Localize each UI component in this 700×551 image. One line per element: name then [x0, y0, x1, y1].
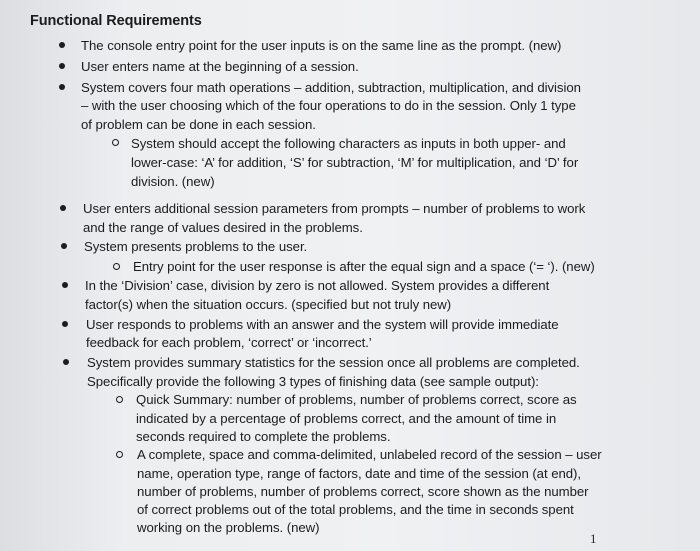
requirement-line: lower-case: ‘A’ for addition, ‘S’ for subtraction, ‘M’ for multiplication, and ‘D’ for [131, 155, 579, 170]
requirement-line: and the range of values desired in the problems. [83, 220, 363, 235]
requirement-line: Quick Summary: number of problems, number of problems correct, score as [136, 392, 577, 407]
bullet-icon [60, 205, 66, 211]
page-number: 1 [590, 531, 597, 546]
requirement-line: feedback for each problem, ‘correct’ or ‘incorrect.’ [86, 335, 372, 350]
bullet-icon [63, 359, 69, 365]
requirement-line: Specifically provide the following 3 types of finishing data (see sample output): [87, 374, 539, 389]
bullet-icon [61, 243, 67, 249]
requirement-line: System provides summary statistics for the session once all problems are completed. [87, 355, 580, 370]
requirement-line: User enters additional session parameters from prompts – number of problems to work [83, 201, 586, 216]
requirement-line: System presents problems to the user. [84, 239, 308, 254]
bullet-icon [62, 282, 68, 288]
sub-bullet-icon [116, 396, 123, 403]
requirement-line: division. (new) [131, 174, 215, 189]
requirement-line: System covers four math operations – addition, subtraction, multiplication, and division [81, 80, 581, 95]
requirement-line: User responds to problems with an answer and the system will provide immediate [86, 317, 559, 332]
requirement-line: indicated by a percentage of problems correct, and the amount of time in [136, 411, 557, 426]
sub-bullet-icon [116, 451, 123, 458]
requirement-line: factor(s) when the situation occurs. (specified but not truly new) [85, 297, 452, 312]
sub-bullet-icon [112, 139, 119, 146]
bullet-icon [62, 321, 68, 327]
requirement-line: In the ‘Division’ case, division by zero is not allowed. System provides a different [85, 278, 550, 293]
section-heading: Functional Requirements [30, 13, 202, 29]
bullet-icon [59, 42, 65, 48]
requirement-line: number of problems, number of problems correct, score shown as the number [137, 484, 589, 499]
requirement-line: Entry point for the user response is after the equal sign and a space (‘= ‘). (new) [133, 259, 595, 274]
requirement-line: User enters name at the beginning of a session. [81, 59, 359, 74]
requirement-line: seconds required to complete the problems. [136, 429, 391, 444]
requirement-line: – with the user choosing which of the four operations to do in the session. Only 1 type [81, 98, 576, 113]
bullet-icon [59, 63, 65, 69]
sub-bullet-icon [113, 263, 120, 270]
requirement-line: of correct problems out of the total problems, and the time in seconds spent [137, 502, 574, 517]
requirement-line: System should accept the following characters as inputs in both upper- and [131, 136, 566, 151]
requirement-line: A complete, space and comma-delimited, unlabeled record of the session – user [137, 447, 602, 462]
requirement-line: of problem can be done in each session. [81, 117, 316, 132]
bullet-icon [59, 84, 65, 90]
requirement-line: working on the problems. (new) [137, 520, 320, 535]
requirement-line: The console entry point for the user inputs is on the same line as the prompt. (new) [81, 38, 562, 53]
requirement-line: name, operation type, range of factors, date and time of the session (at end), [137, 466, 582, 481]
